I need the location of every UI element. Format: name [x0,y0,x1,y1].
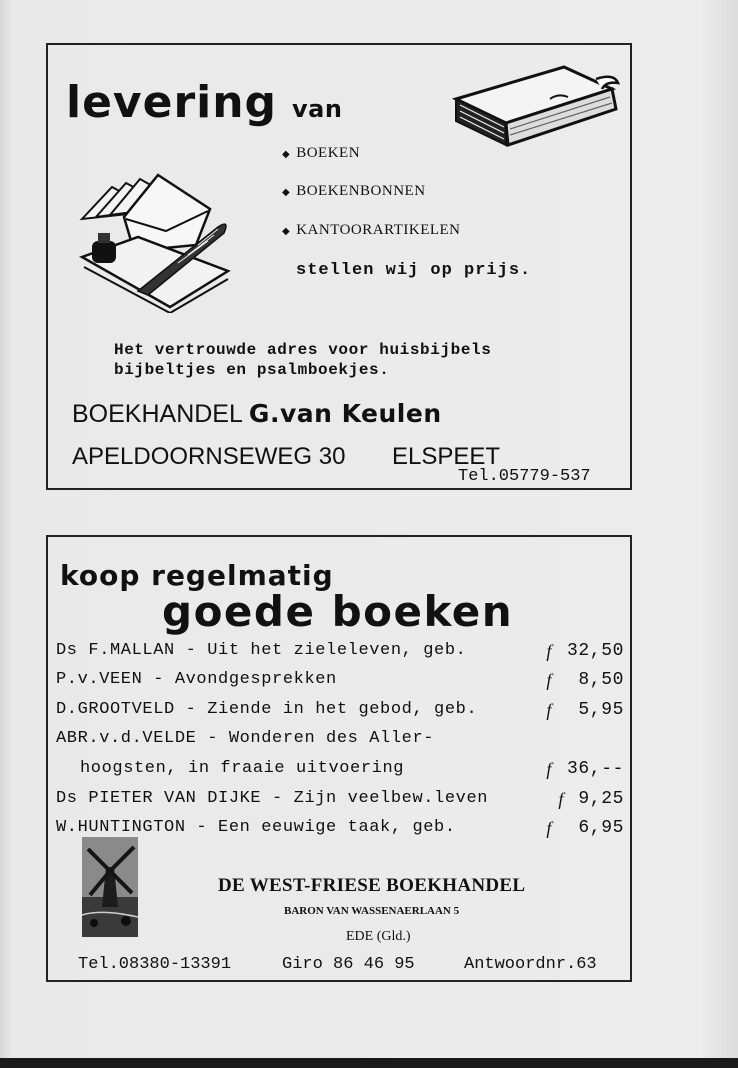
book-title: P.v.VEEN - Avondgesprekken [56,670,337,689]
windmill-illustration [82,837,138,937]
headline-koop: koop regelmatig [60,559,334,592]
diamond-bullet-icon: ◆ [282,226,291,237]
advertisement-west-friese [46,535,632,982]
diamond-bullet-icon: ◆ [282,149,291,160]
book-title: D.GROOTVELD - Ziende in het gebod, geb. [56,700,478,719]
book-price: 5,95 [578,700,624,720]
currency: f [546,700,552,720]
table-row [56,759,624,785]
book-title: W.HUNTINGTON - Een eeuwige taak, geb. [56,818,456,837]
address-line-2: bijbeltjes en psalmboekjes. [114,361,390,379]
book-price: 36,-- [566,759,624,779]
shop-prefix: BOEKHANDEL [72,400,242,428]
headline-goede-boeken: goede boeken [162,587,514,636]
book-price: 8,50 [578,670,624,690]
currency: f [558,789,564,809]
book-price: 9,25 [578,789,624,809]
city: EDE (Gld.) [346,929,411,944]
giro: Giro 86 46 95 [282,955,415,974]
table-row [56,789,624,815]
shop-name: G.van Keulen [248,399,442,428]
list-item-label: BOEKENBONNEN [296,183,426,199]
headline-levering: levering [66,77,278,128]
list-item-label: BOEKEN [296,145,361,161]
book-title: ABR.v.d.VELDE - Wonderen des Aller- [56,729,435,748]
envelopes-inkwell-illustration [78,171,234,313]
street: APELDOORNSEWEG 30 [72,443,346,470]
city: ELSPEET [392,443,501,470]
list-item [282,183,426,200]
book-title: hoogsten, in fraaie uitvoering [80,759,405,778]
table-row [56,670,624,696]
street: BARON VAN WASSENAERLAAN 5 [284,905,460,917]
currency: f [546,670,552,690]
book-price: 32,50 [566,641,624,661]
phone: Tel.08380-13391 [78,955,232,974]
shop-name-line [72,399,442,429]
table-row [56,818,624,844]
book-title: Ds F.MALLAN - Uit het zieleleven, geb. [56,641,467,660]
table-row [56,700,624,726]
book-illustration [446,59,624,149]
headline-van: van [292,95,343,123]
diamond-bullet-icon: ◆ [282,187,291,198]
currency: f [546,641,552,661]
tagline: stellen wij op prijs. [296,261,532,280]
currency: f [546,759,552,779]
phone: Tel.05779-537 [458,467,591,486]
advertisement-van-keulen [46,43,632,490]
list-item [282,145,360,162]
book-title: Ds PIETER VAN DIJKE - Zijn veelbew.leven [56,789,489,808]
table-row [56,729,624,755]
address-line-1: Het vertrouwde adres voor huisbijbels [114,341,492,359]
answer-number: Antwoordnr.63 [464,955,597,974]
table-row [56,641,624,667]
book-price: 6,95 [578,818,624,838]
list-item [282,222,461,239]
list-item-label: KANTOORARTIKELEN [296,222,461,238]
shop-name: DE WEST-FRIESE BOEKHANDEL [218,875,526,896]
scan-bottom-edge [0,1058,738,1068]
currency: f [546,818,552,838]
